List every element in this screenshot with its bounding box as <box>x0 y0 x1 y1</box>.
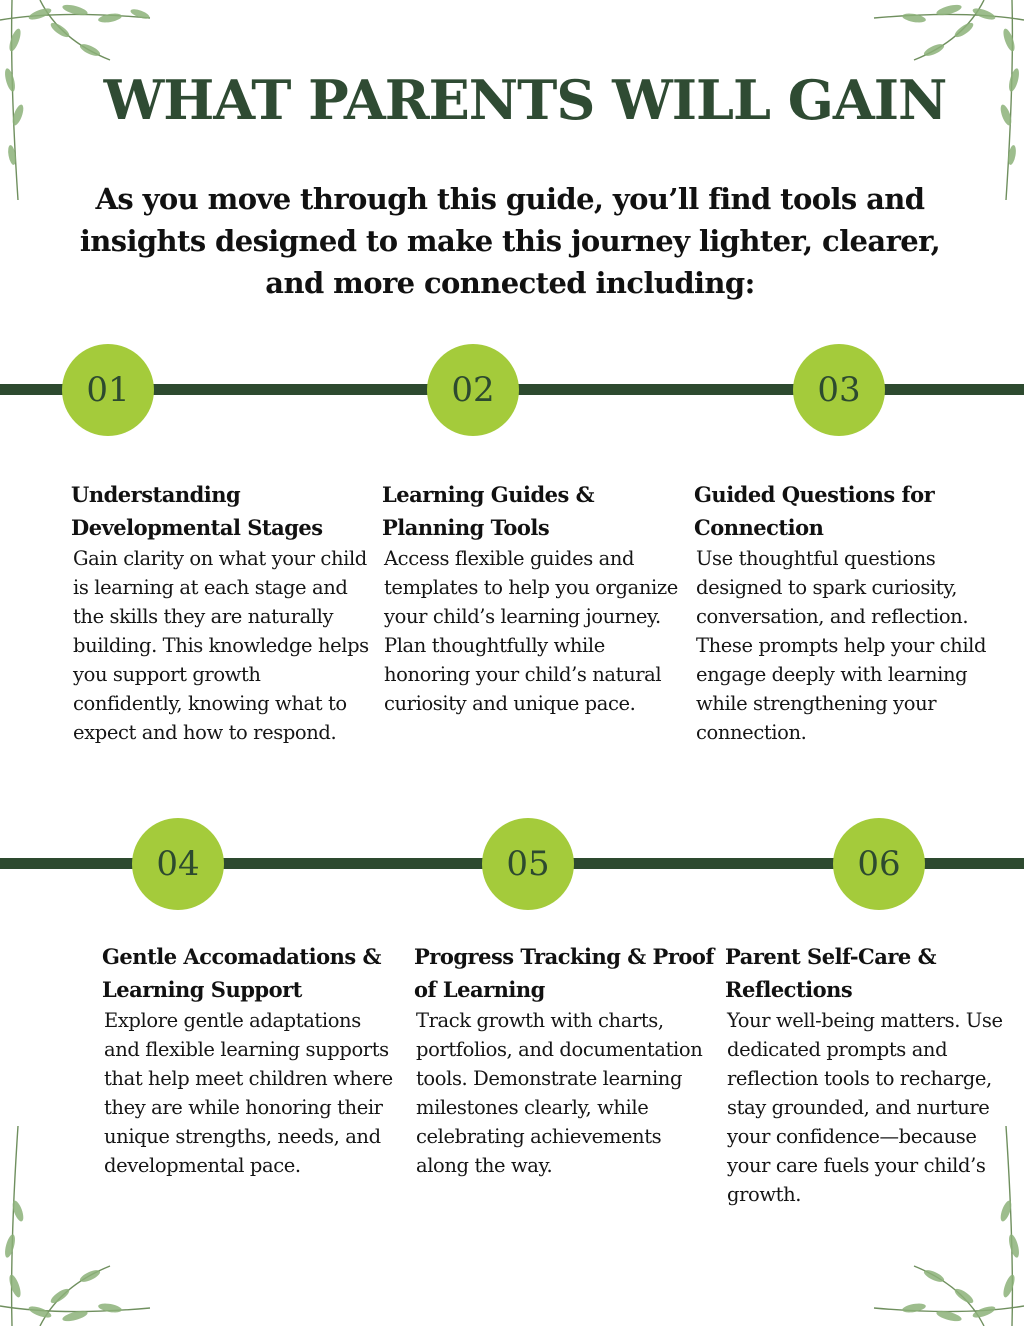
feature-heading: Progress Tracking & Proof of Learning <box>414 944 714 1002</box>
feature-item <box>694 478 994 747</box>
step-number-badge: 03 <box>793 344 885 436</box>
step-number-badge: 02 <box>427 344 519 436</box>
feature-heading: Gentle Accomadations & Learning Support <box>102 944 381 1002</box>
step-number-badge: 05 <box>482 818 574 910</box>
feature-item <box>382 478 682 718</box>
feature-description: Access flexible guides and templates to help you organize your child’s learning journey. Plan thoughtfully while honoring your child’s natural curiosity and unique pace. <box>384 547 678 715</box>
feature-heading: Parent Self-Care & Reflections <box>725 944 937 1002</box>
timeline-row-2 <box>0 818 1024 918</box>
feature-item <box>102 940 402 1180</box>
timeline-row-1 <box>0 344 1024 444</box>
feature-description: Explore gentle adaptations and flexible learning supports that help meet children where they are while honoring their unique strengths, needs, and developmental pace. <box>104 1009 393 1177</box>
feature-description: Use thoughtful questions designed to spark curiosity, conversation, and reflection. These prompts help your child engage deeply with learning while strengthening your connection. <box>696 547 987 744</box>
page-title: WHAT PARENTS WILL GAIN <box>103 68 947 132</box>
feature-description: Your well-being matters. Use dedicated prompts and reflection tools to recharge, stay grounded, and nurture your confidence—because your care fuels your child’s growth. <box>727 1009 1003 1206</box>
feature-item <box>725 940 1024 1209</box>
feature-heading: Guided Questions for Connection <box>694 482 935 540</box>
step-number-badge: 06 <box>833 818 925 910</box>
feature-heading: Learning Guides & Planning Tools <box>382 482 595 540</box>
feature-item <box>414 940 714 1180</box>
step-number-badge: 01 <box>62 344 154 436</box>
step-number-badge: 04 <box>132 818 224 910</box>
feature-heading: Understanding Developmental Stages <box>71 482 323 540</box>
feature-description: Gain clarity on what your child is learning at each stage and the skills they are naturally building. This knowledge helps you support growth confidently, knowing what to expect and how to respond. <box>73 547 369 744</box>
feature-item <box>71 478 371 747</box>
feature-description: Track growth with charts, portfolios, and documentation tools. Demonstrate learning milestones clearly, while celebrating achievements along the way. <box>416 1009 703 1177</box>
intro-text: As you move through this guide, you’ll find tools and insights designed to make this journey lighter, clearer, and more connected including: <box>79 182 941 300</box>
